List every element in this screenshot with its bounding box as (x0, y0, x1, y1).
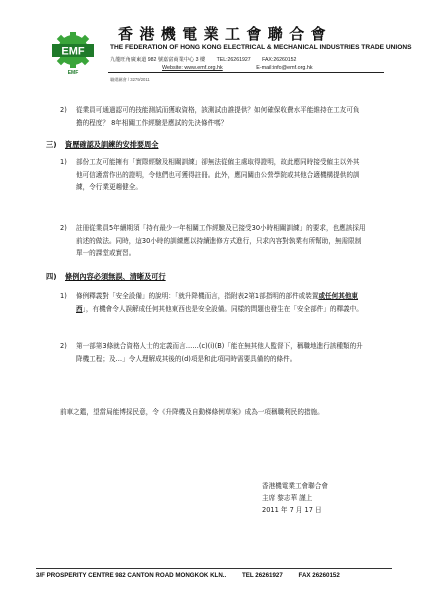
footer-fax: FAX 26260152 (298, 572, 340, 579)
signature-block (262, 480, 328, 516)
letterhead-tel: TEL:26261927 (216, 57, 251, 63)
continuation-item (60, 104, 366, 129)
closing-paragraph: 前車之鑑，望當局能博採民意，令《升降機及自動梯條例草案》成為一項稱職利民的措施。 (60, 408, 324, 416)
footer (36, 572, 392, 579)
item-text: 註冊從業員5年續期須「持有最少一年相關工作經驗及已接受30小時相關訓練」的要求，也應該採用前述的做法。同時，這30小時的訓練應以持續進修方式進行，只求內容對執業有所幫助，無需限制單一的課堂或實習。 (76, 224, 366, 257)
item-text-after: 」，有機會令人誤解成任何其他東西也是安全設備。同樣的問題也發生在「安全部件」的釋義中。 (82, 304, 363, 313)
item-text: 第一部第3條就合資格人士的定義而言……(c)(i)(B)「能在無其他人監督下，稱職地進行該種類的升降機工程；及…」令人理解成其後的(d)項是和此項同時需要具備的的條件。 (76, 342, 363, 363)
address-chinese: 九龍旺角廣東道 982 號嘉富商業中心 3 樓 (110, 57, 206, 63)
item-text: 從業員可通過認可的技能測試而獲取資格，該測試由誰提供？如何確保收費水平能維持在工友可負擔的程度？ 8年相關工作經驗是應試的先決條件嗎？ (76, 106, 360, 127)
item-text (76, 290, 366, 315)
letterhead-fax: FAX:26260152 (262, 57, 297, 63)
org-name-chinese: 香港機電業工會聯合會 (118, 25, 333, 43)
item-text-emphasis: 或任何其他東西 (76, 292, 359, 313)
footer-tel: TEL 26261927 (241, 572, 283, 579)
letterhead-address (110, 56, 306, 63)
section-4-item-1 (60, 290, 366, 315)
section-4-item-2 (60, 340, 366, 365)
website-link[interactable]: Website: www.emf.org.hk (162, 65, 223, 71)
item-number: 1) (60, 292, 67, 300)
item-number: 2) (60, 224, 67, 232)
section-3-heading (46, 140, 158, 150)
header-divider (108, 72, 384, 73)
footer-address: 3/F PROSPERITY CENTRE 982 CANTON ROAD MONGKOK KLN.. (36, 572, 227, 579)
section-number: 三) (46, 140, 57, 149)
emf-logo (46, 30, 100, 76)
signature-org: 香港機電業工會聯合會 (262, 482, 328, 490)
item-number: 2) (60, 342, 67, 350)
signature-signer: 主席 黎志華 謹上 (262, 494, 313, 502)
section-number: 四) (46, 272, 57, 281)
item-text-before: 條例釋義對「安全設備」的說明：「就升降機而言，指附表2第1部指明的部件或裝置 (76, 292, 319, 300)
emf-logo-icon (46, 30, 100, 76)
section-3-item-1 (60, 156, 366, 194)
registration-number: 職總屬會 / 3279/2011 (110, 77, 150, 82)
logo-text: EMF (61, 45, 85, 58)
section-3-item-2 (60, 222, 366, 260)
email-link[interactable]: E-mail:info@emf.org.hk (256, 65, 313, 71)
section-4-heading (46, 272, 166, 282)
section-title: 資歷確認及訓練的安排要周全 (65, 140, 159, 149)
section-title: 條例內容必須無誤、清晰及可行 (65, 272, 166, 281)
item-number: 1) (60, 158, 67, 166)
item-number: 2) (60, 106, 67, 114)
signature-date: 2011 年 7 月 17 日 (262, 506, 322, 514)
logo-caption: EMF (67, 70, 79, 76)
footer-divider (36, 568, 392, 569)
letterhead-contact (162, 65, 313, 71)
org-name-english: THE FEDERATION OF HONG KONG ELECTRICAL & MECHANICAL INDUSTRIES TRADE UNIONS (110, 44, 412, 51)
item-text: 部份工友可能擁有「實際經驗及相關訓練」卻無法從僱主處取得證明，故此應同時接受僱主以外其他可信適當作出的證明，令他們也可獲得註冊。此外，應同關由公營學院或其他合適機構提供的訓練，令行業更趨健全。 (76, 158, 360, 191)
